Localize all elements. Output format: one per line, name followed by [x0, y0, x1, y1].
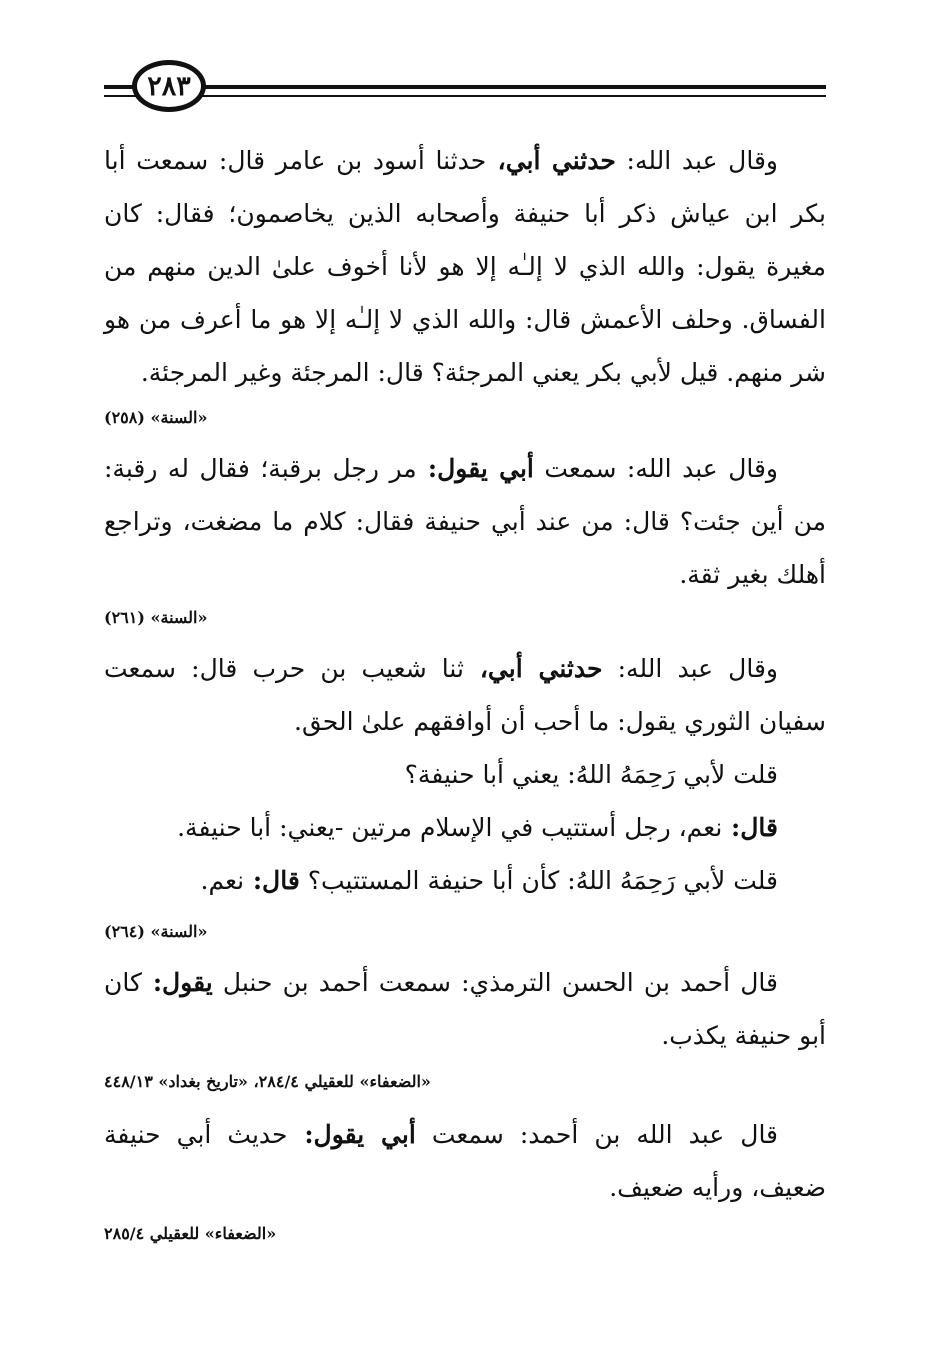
paragraph-5-lead: قال عبد الله بن أحمد: سمعت: [415, 1120, 779, 1149]
source-citation-3: «السنة» (٢٦٤): [104, 922, 208, 941]
source-citation-4: «الضعفاء» للعقيلي ٢٨٤/٤، «تاريخ بغداد» ٤٤٨/١٣: [104, 1072, 431, 1091]
paragraph-4-bold: يقول:: [141, 968, 213, 997]
paragraph-5-bold: أبي يقول:: [287, 1120, 416, 1149]
paragraph-1-lead: وقال عبد الله:: [615, 146, 778, 175]
paragraph-4-text: كان أبو حنيفة يكذب.: [104, 968, 826, 1050]
paragraph-5: [104, 1108, 826, 1214]
source-citation-2: «السنة» (٢٦١): [104, 608, 208, 627]
dialogue-line-3: [104, 854, 826, 907]
paragraph-3-text: ثنا شعيب بن حرب قال: سمعت سفيان الثوري يقول: ما أحب أن أوافقهم علىٰ الحق.: [104, 654, 826, 736]
dialogue-line-2: [104, 801, 826, 854]
paragraph-2-bold: أبي يقول:: [416, 454, 534, 483]
paragraph-2: [104, 442, 826, 601]
dialogue-line-3-text2: نعم.: [200, 866, 245, 895]
paragraph-4-lead: قال أحمد بن الحسن الترمذي: سمعت أحمد بن حنبل: [212, 968, 778, 997]
dialogue-line-3-text: قلت لأبي رَحِمَهُ اللهُ: كأن أبا حنيفة المستتيب؟: [299, 866, 778, 895]
dialogue-line-2-bold: قال:: [722, 813, 778, 842]
paragraph-1: [104, 134, 826, 399]
paragraph-5-text: حديث أبي حنيفة ضعيف، ورأيه ضعيف.: [104, 1120, 826, 1202]
dialogue-line-1-text: قلت لأبي رَحِمَهُ اللهُ: يعني أبا حنيفة؟: [404, 760, 778, 789]
paragraph-1-bold: حدثني أبي،: [486, 146, 616, 175]
dialogue-line-2-text: نعم، رجل أستتيب في الإسلام مرتين -يعني: أبا حنيفة.: [177, 813, 723, 842]
header-rule-right: [202, 85, 826, 89]
dialogue-line-1: [104, 748, 826, 801]
source-citation-5: «الضعفاء» للعقيلي ٢٨٥/٤: [104, 1224, 277, 1243]
paragraph-3: [104, 642, 826, 748]
page-number-badge: [132, 60, 206, 112]
paragraph-3-bold: حدثني أبي،: [463, 654, 603, 683]
header-rule-right-thin: [202, 95, 826, 97]
source-citation-1: «السنة» (٢٥٨): [104, 408, 208, 427]
page-number: ٢٨٣: [147, 70, 191, 102]
paragraph-2-lead: وقال عبد الله: سمعت: [533, 454, 778, 483]
paragraph-3-lead: وقال عبد الله:: [602, 654, 778, 683]
paragraph-1-text: حدثنا أسود بن عامر قال: سمعت أبا بكر ابن عياش ذكر أبا حنيفة وأصحابه الذين يخاصمون؛ فقال: كان مغيرة يقول: والله الذي لا إلـٰه إلا هو لأنا أخوف علىٰ الدين منهم من الفساق. وحلف الأعمش قال: والله الذي لا إلـٰه إلا هو ما أعرف من هو شر منهم. قيل لأبي بكر يعني المرجئة؟ قال: المرجئة وغير المرجئة.: [104, 146, 826, 387]
dialogue-line-3-bold: قال:: [244, 866, 300, 895]
paragraph-4: [104, 956, 826, 1062]
paragraph-2-text: مر رجل برقبة؛ فقال له رقبة: من أين جئت؟ قال: من عند أبي حنيفة فقال: كلام ما مضغت، وتراجع أهلك بغير ثقة.: [104, 454, 826, 589]
